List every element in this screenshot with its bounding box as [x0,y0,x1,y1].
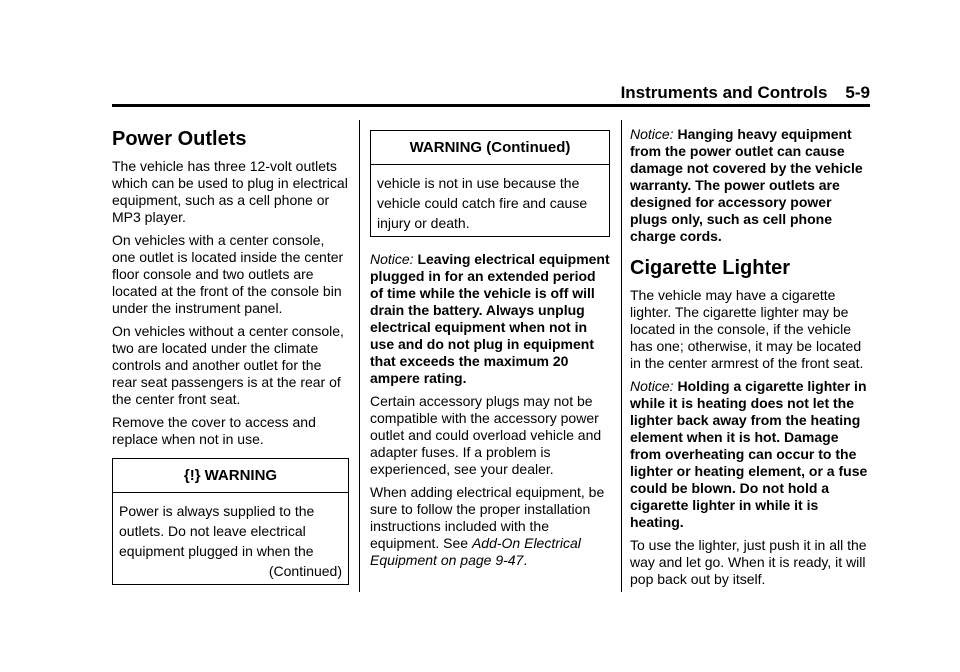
cross-reference-link[interactable]: Add-On Electrical Equipment on page 9-47 [370,535,581,568]
paragraph: The vehicle has three 12-volt outlets which can be used to plug in electrical equipment, such as a cell phone or MP3 player. [112,158,348,225]
continued-label: (Continued) [268,563,342,579]
paragraph: Certain accessory plugs may not be compatible with the accessory power outlet and could overload vehicle and adapter fuses. If a problem is experienced, see your dealer. [370,393,602,477]
warning-title: WARNING [204,467,278,484]
paragraph: On vehicles without a center console, two are located under the climate controls and another outlet for the rear seat passengers is at the rear of the center front seat. [112,323,344,407]
warning-continued-header: WARNING (Continued) [371,131,609,165]
column-2 [370,120,610,575]
section-heading-power-outlets: Power Outlets [112,128,247,150]
page-number: 5-9 [845,83,870,102]
paragraph: On vehicles with a center console, one outlet is located inside the center floor console and two outlets are located at the front of the console bin under the instrument panel. [112,232,344,316]
column-divider-1 [359,120,360,592]
notice-label: Notice: [630,126,674,142]
warning-text: vehicle is not in use because the vehicle could catch fire and cause injury or death. [377,175,588,231]
notice-text: Holding a cigarette lighter in while it is heating does not let the lighter back away from the heating element when it is hot. Damage from overheating can occur to the lighter or heating element, or a fuse could be blown. Do not hold a cigarette lighter in while it is heating. [630,378,868,530]
notice-text: Hanging heavy equipment from the power outlet can cause damage not covered by the vehicle warranty. The power outlets are designed for accessory power plugs only, such as cell phone charge cords. [630,126,863,244]
notice-paragraph [630,378,870,531]
section-heading-cigarette-lighter: Cigarette Lighter [630,257,791,279]
header-rule [112,104,870,107]
warning-icon: {!} [183,467,201,484]
warning-box [112,458,349,585]
paragraph: Remove the cover to access and replace when not in use. [112,414,316,447]
warning-text: Power is always supplied to the outlets. Do not leave electrical equipment plugged in when the [119,503,315,559]
paragraph: The vehicle may have a cigarette lighter. The cigarette lighter may be located in the console, if the vehicle has one; otherwise, it may be located in the center armrest of the front seat. [630,287,864,371]
column-3 [630,120,870,594]
notice-text: Leaving electrical equipment plugged in for an extended period of time while the vehicle is off will drain the battery. Always unplug electrical equipment when not in use and do not plug in equipment that exceeds the maximum 20 ampere rating. [370,251,610,386]
column-1 [112,120,349,591]
paragraph [370,484,610,569]
paragraph-end: . [523,552,528,568]
warning-continued-box [370,130,610,237]
page-header [112,80,870,106]
section-title: Instruments and Controls [620,83,828,102]
warning-continued-body [371,165,609,236]
notice-label: Notice: [630,378,674,394]
column-divider-2 [621,120,622,592]
notice-paragraph [370,251,610,387]
warning-body [113,493,348,584]
paragraph-text: When adding electrical equipment, be sure to follow the proper installation instructions included with the equipment. See [370,484,605,551]
notice-paragraph [630,126,870,245]
paragraph: To use the lighter, just push it in all the way and let go. When it is ready, it will pop back out by itself. [630,537,867,587]
warning-header [113,459,348,493]
notice-label: Notice: [370,251,414,267]
